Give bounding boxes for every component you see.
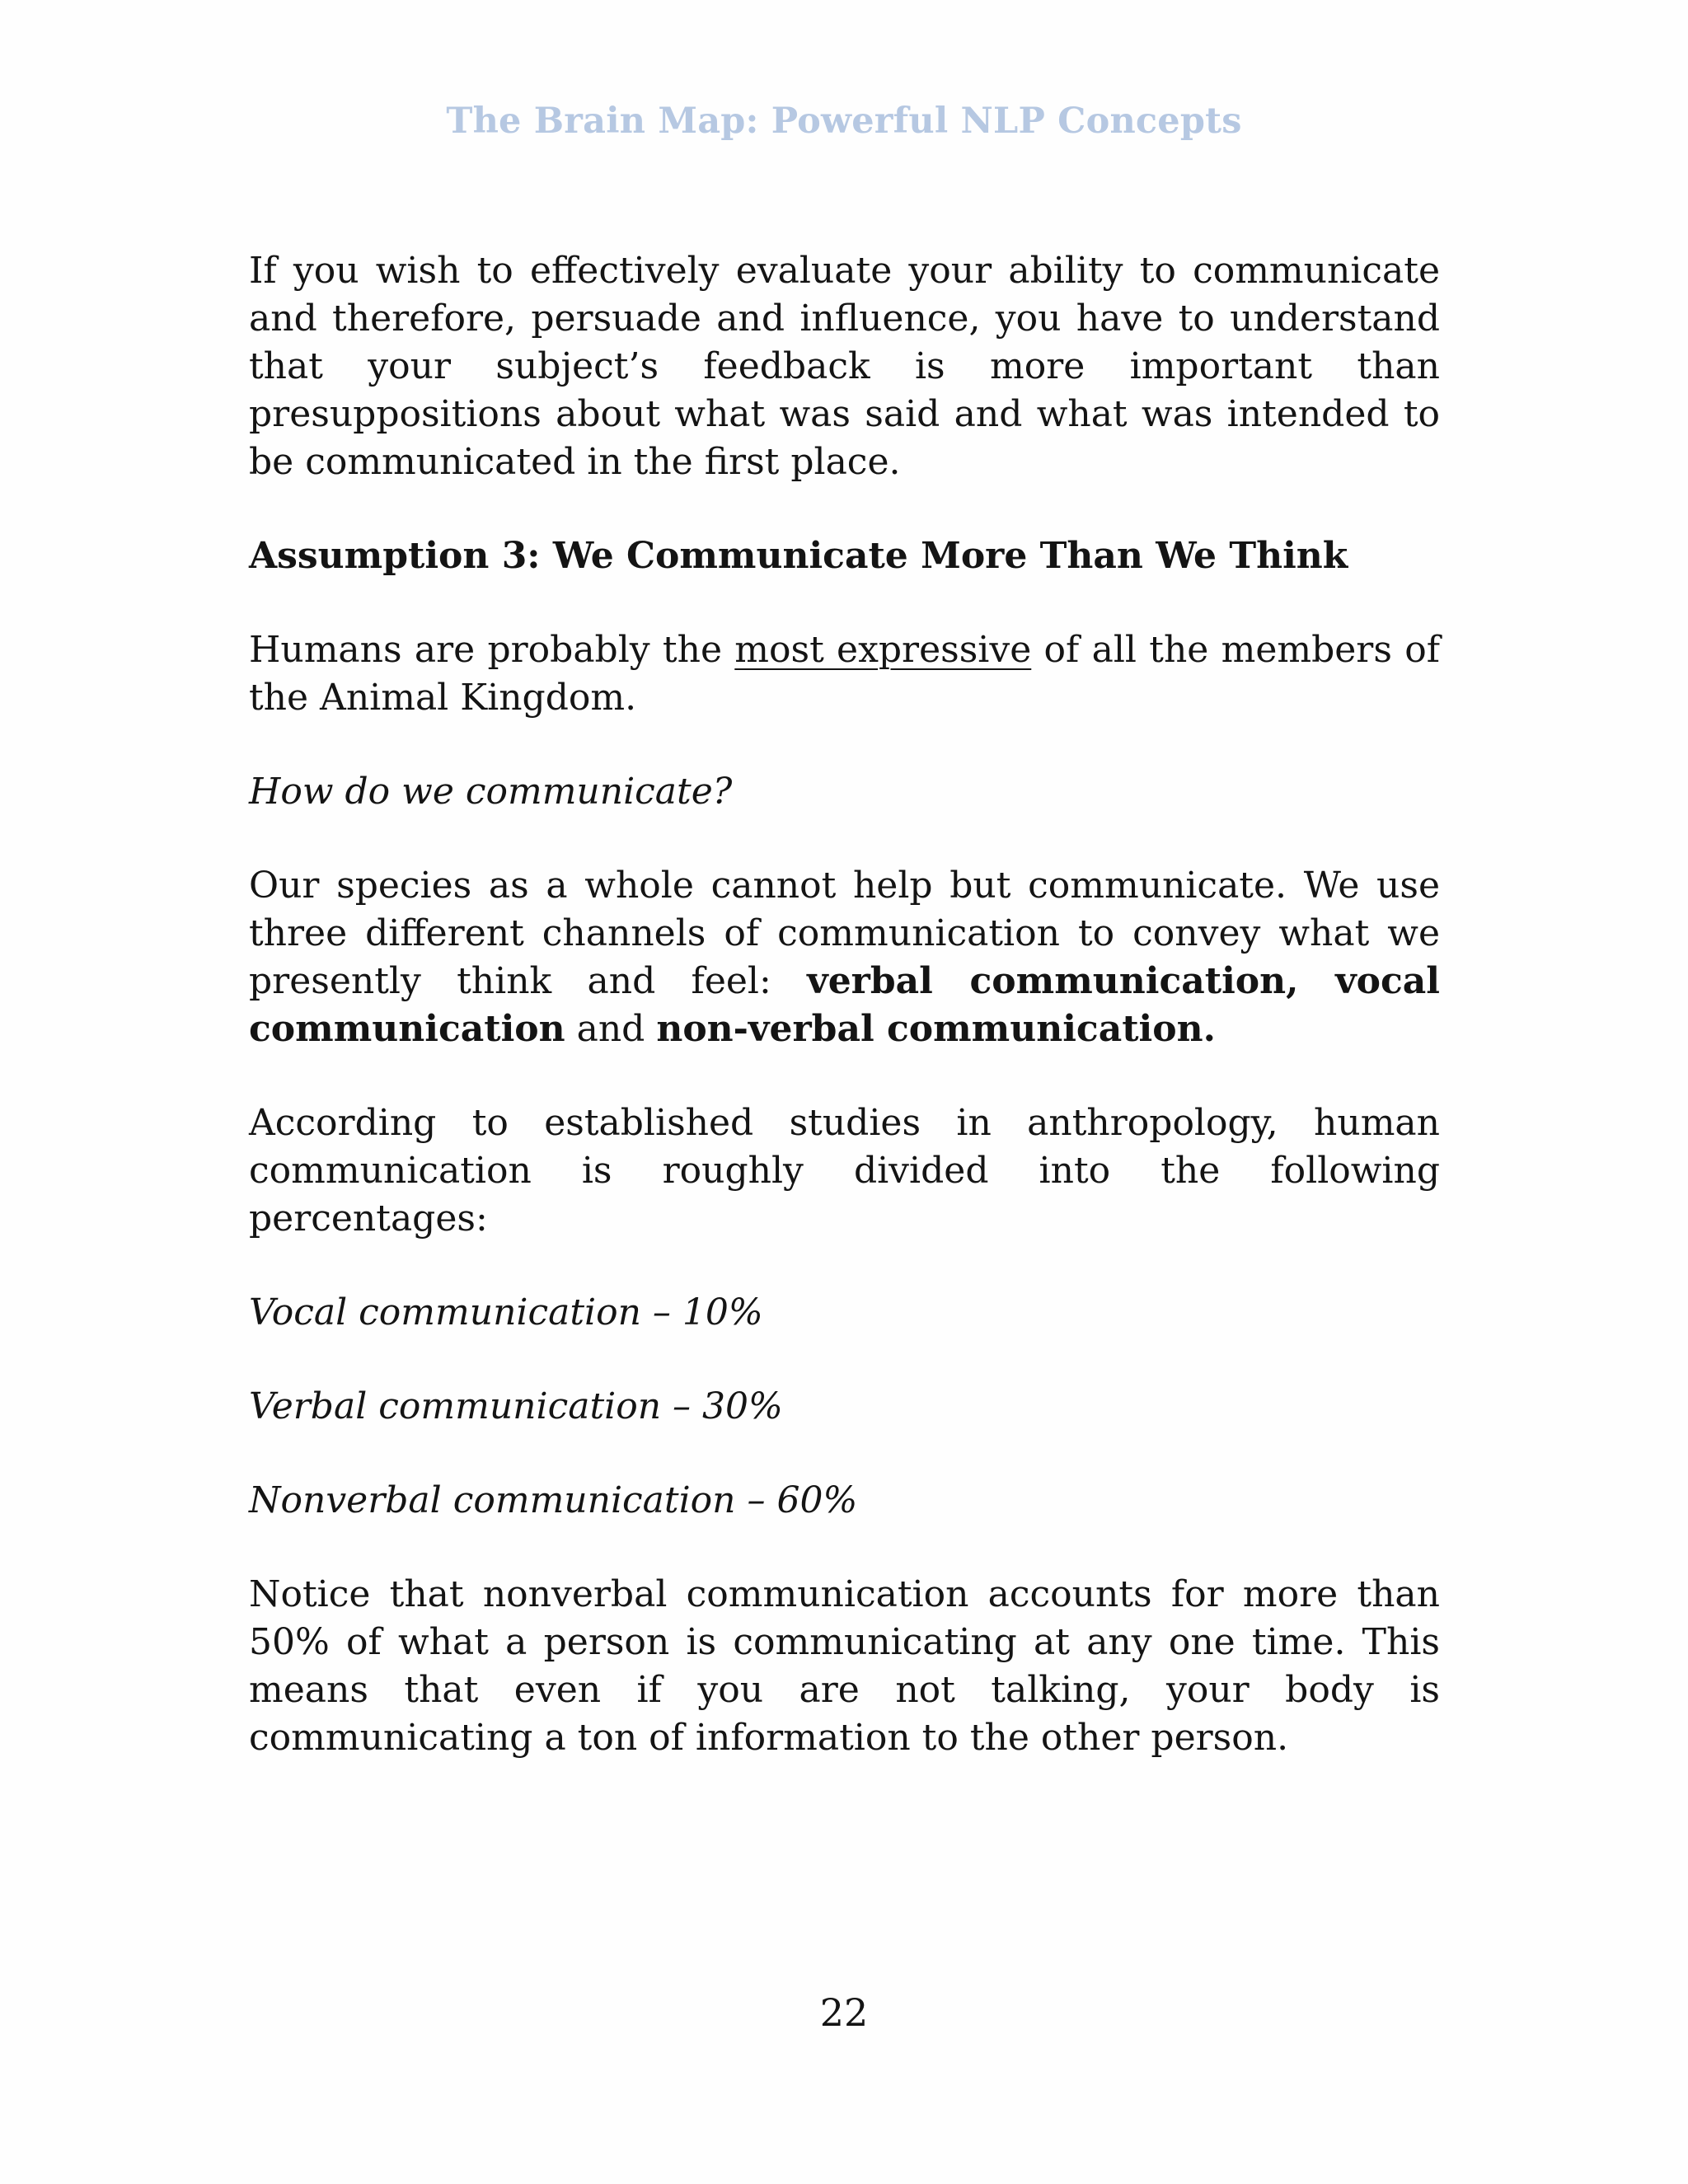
intro-paragraph: If you wish to effectively evaluate your ability to communicate and therefore, persuade and influence, you have to understand that your subject’s feedback is more important than presuppositions about what was said and what was intended to be communicated in the first place. xyxy=(249,250,1440,483)
question-line: How do we communicate? xyxy=(249,771,733,813)
page-content xyxy=(249,247,1440,1762)
running-header-title: The Brain Map: Powerful NLP Concepts xyxy=(446,101,1242,142)
humans-paragraph-end: of all the members of the Animal Kingdom. xyxy=(249,629,1440,719)
closing-paragraph: Notice that nonverbal communication accounts for more than 50% of what a person is communicating at any one time. This means that even if you are not talking, your body is communicating a ton of information to the other person. xyxy=(249,1573,1440,1759)
bold-channels-1: verbal communication, vocal communication xyxy=(249,960,1441,1050)
species-paragraph xyxy=(249,862,1440,1053)
species-paragraph-start: Our species as a whole cannot help but communicate. We use three different channels of communication to convey what we presently think and feel: xyxy=(249,865,1440,1002)
species-paragraph-and: and xyxy=(565,1008,657,1050)
bold-channels-2: non-verbal communication. xyxy=(656,1008,1216,1050)
humans-paragraph-start: Humans are probably the xyxy=(249,629,735,671)
anthropology-paragraph: According to established studies in anthropology, human communication is roughly divided into the following percentages: xyxy=(249,1102,1440,1240)
underlined-phrase: most expressive xyxy=(734,629,1032,671)
humans-paragraph xyxy=(249,626,1440,722)
page-number: 22 xyxy=(819,1990,869,2035)
stat-nonverbal: Nonverbal communication – 60% xyxy=(249,1479,858,1521)
stat-verbal: Verbal communication – 30% xyxy=(249,1385,783,1427)
stat-vocal: Vocal communication – 10% xyxy=(249,1291,763,1333)
section-heading: Assumption 3: We Communicate More Than We Think xyxy=(249,535,1348,577)
